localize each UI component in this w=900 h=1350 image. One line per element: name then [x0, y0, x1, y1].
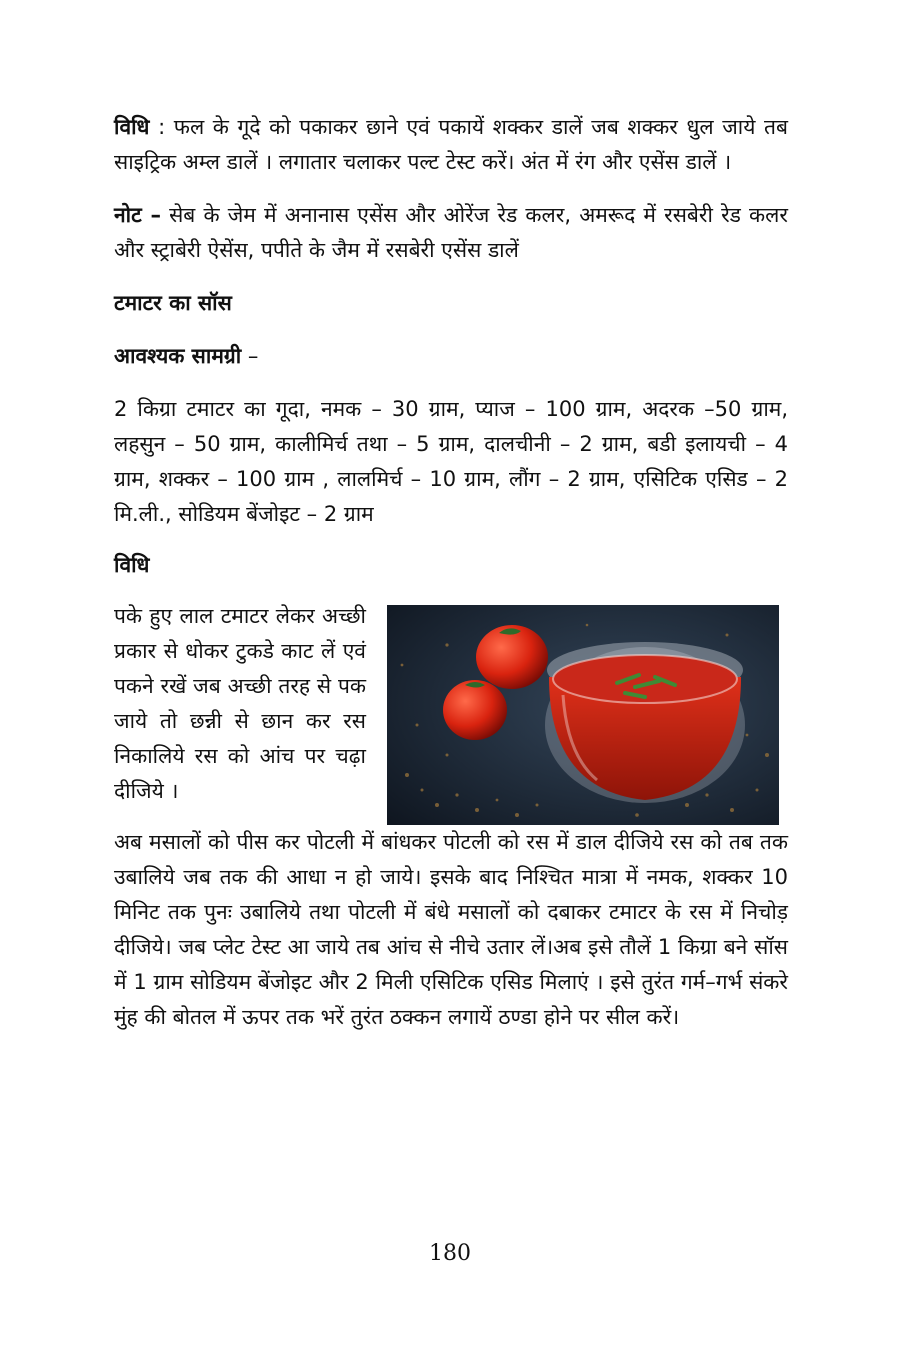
note-label: नोट – [114, 203, 161, 227]
vidhi-separator: : [149, 115, 174, 139]
vidhi-label: विधि [114, 115, 150, 139]
method-side-paragraph: पके हुए लाल टमाटर लेकर अच्छी प्रकार से धोकर टुकडे काट लें एवं पकने रखें जब अच्छी तरह से पक जाये तो छन्नी से छान कर रस निकालिये रस को आंच पर चढ़ा दीजिये । [114, 604, 366, 803]
note-paragraph [114, 198, 788, 268]
page-content [114, 110, 788, 1035]
vidhi-text: फल के गूदे को पकाकर छाने एवं पकायें शक्कर डालें जब शक्कर धुल जाये तब साइट्रिक अम्ल डालें । लगातार चलाकर पल्ट टेस्ट करें। अंत में रंग और एसेंस डालें । [114, 115, 788, 174]
method-paragraph: अब मसालों को पीस कर पोटली में बांधकर पोटली को रस में डाल दीजिये रस को तब तक उबालिये जब तक की आधा न हो जाये। इसके बाद निश्चित मात्रा में नमक, शक्कर 10 मिनिट तक पुनः उबालिये तथा पोटली में बंधे मसालों को दबाकर टमाटर के रस में निचोड़ दीजिये। जब प्लेट टेस्ट आ जाये तब आंच से नीचे उतार लें।अब इसे तौलें 1 किग्रा बने सॉस में 1 ग्राम सोडियम बेंजोइट और 2 मिली एसिटिक एसिड मिलाएं । इसे तुरंत गर्म–गर्भ संकरे मुंह की बोतल में ऊपर तक भरें तुरंत ठक्कन लगायें ठण्डा होने पर सील करें। [114, 830, 788, 1029]
vidhi-paragraph [114, 110, 788, 180]
note-text: सेब के जेम में अनानास एसेंस और ओरेंज रेड कलर, अमरूद में रसबेरी रेड कलर और स्ट्राबेरी ऐसेंस, पपीते के जैम में रसबेरी एसेंस डालें [114, 203, 788, 262]
method-figure-row [114, 599, 788, 825]
ingredients-label: आवश्यक सामग्री [114, 344, 242, 368]
tomato-sauce-photo [387, 605, 779, 825]
ingredients-suffix: – [241, 344, 259, 368]
method-side-column [114, 599, 366, 809]
recipe-title: टमाटर का सॉस [114, 291, 232, 315]
method-heading: विधि [114, 553, 150, 577]
page-number: 180 [429, 1241, 471, 1266]
ingredients-paragraph: 2 किग्रा टमाटर का गूदा, नमक – 30 ग्राम, प्याज – 100 ग्राम, अदरक –50 ग्राम, लहसुन – 50 ग्राम, कालीमिर्च तथा – 5 ग्राम, दालचीनी – 2 ग्राम, बडी इलायची – 4 ग्राम, शक्कर – 100 ग्राम , लालमिर्च – 10 ग्राम, लौंग – 2 ग्राम, एसिटिक एसिड – 2 मि.ली., सोडियम बेंजोइट – 2 ग्राम [114, 397, 788, 526]
ingredients-heading [114, 339, 788, 374]
